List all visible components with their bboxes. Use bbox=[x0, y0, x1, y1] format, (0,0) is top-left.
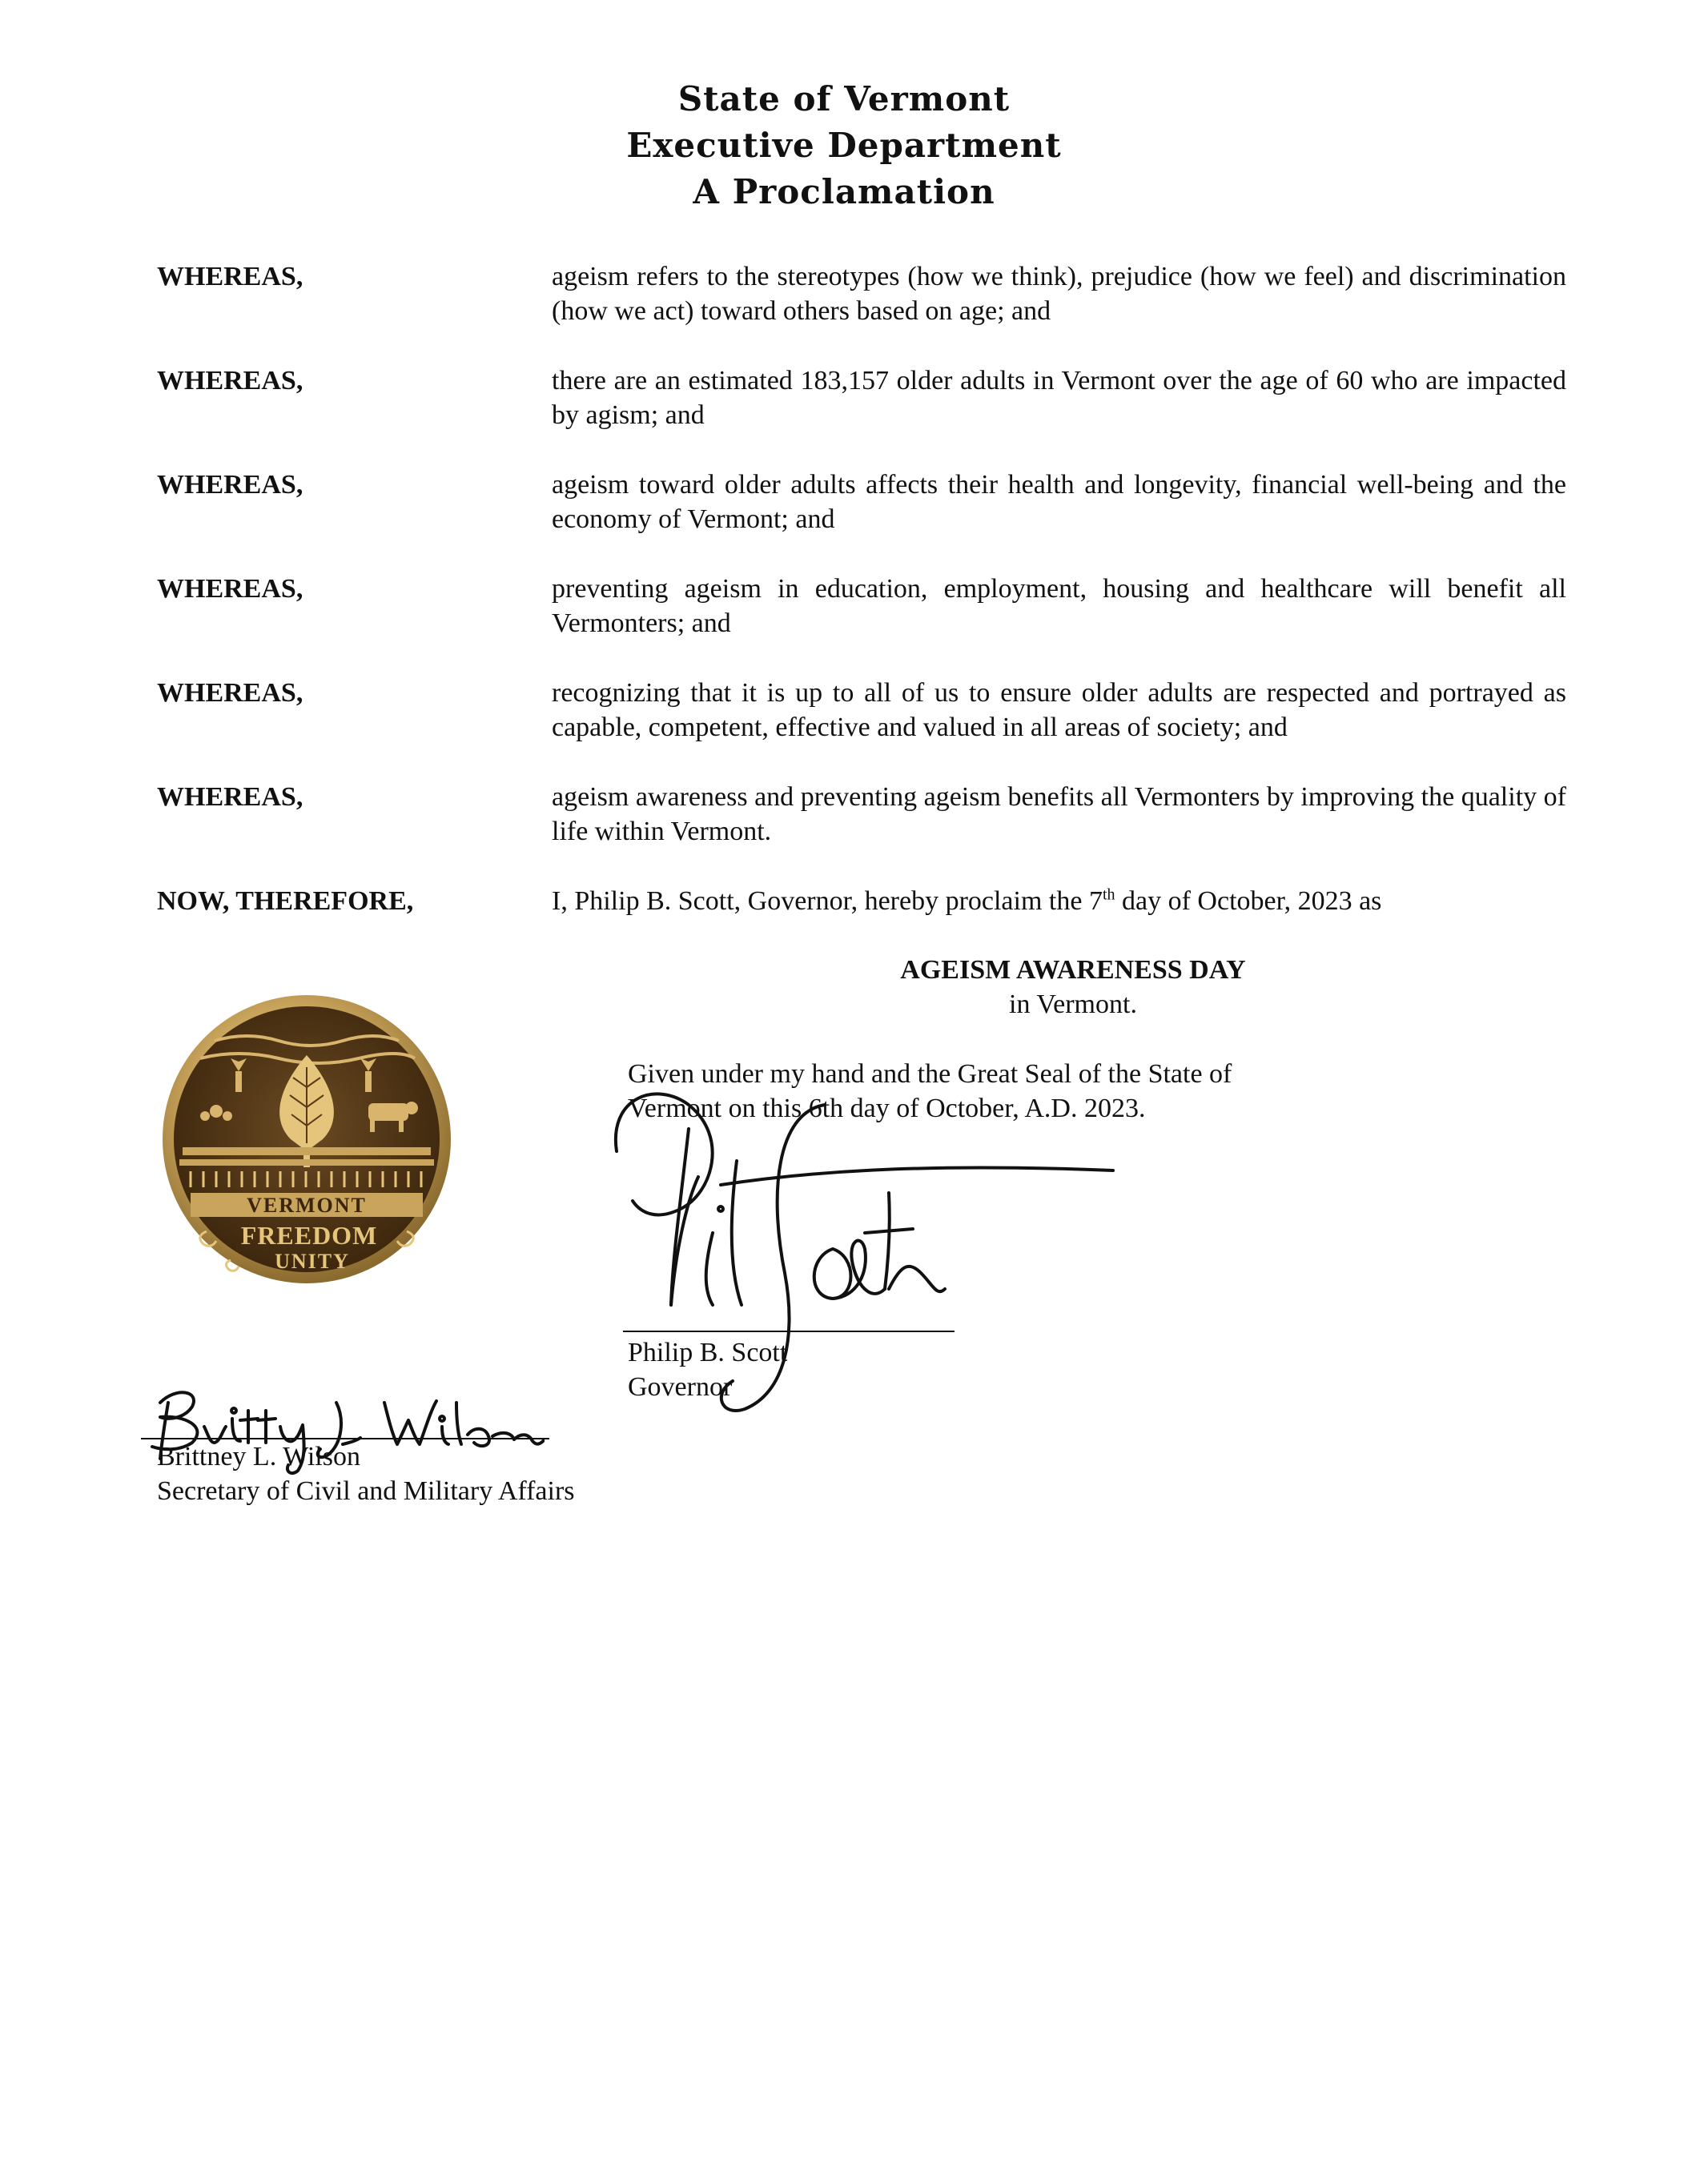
whereas-text: ageism refers to the stereotypes (how we think), prejudice (how we feel) and discrimination (how we act) toward others based on age; and bbox=[552, 262, 1566, 326]
secretary-name: Brittney L. Wilson bbox=[157, 1442, 360, 1471]
whereas-term: WHEREAS, bbox=[157, 574, 303, 604]
therefore-text bbox=[552, 884, 1566, 918]
therefore-term: NOW, THEREFORE, bbox=[157, 886, 414, 916]
secretary-block bbox=[157, 1439, 575, 1508]
given-line-2: Vermont on this 6th day of October, A.D. 2023. bbox=[628, 1094, 1146, 1123]
seal-motto-unity: UNITY bbox=[275, 1250, 350, 1273]
whereas-term: WHEREAS, bbox=[157, 366, 303, 395]
therefore-ordinal: th bbox=[1102, 885, 1115, 904]
whereas-text: there are an estimated 183,157 older adults in Vermont over the age of 60 who are impacted by agism; and bbox=[552, 366, 1566, 430]
governor-signature bbox=[593, 1073, 1121, 1449]
whereas-term: WHEREAS, bbox=[157, 262, 303, 291]
governor-name: Philip B. Scott bbox=[628, 1338, 788, 1367]
secretary-title: Secretary of Civil and Military Affairs bbox=[157, 1476, 575, 1506]
seal-motto-freedom: FREEDOM bbox=[240, 1221, 378, 1250]
whereas-term: WHEREAS, bbox=[157, 782, 303, 812]
whereas-text: preventing ageism in education, employment, housing and healthcare will benefit all Vermonters; and bbox=[552, 574, 1566, 638]
header-proclamation: A Proclamation bbox=[693, 172, 995, 211]
proclaimed-day-title: AGEISM AWARENESS DAY bbox=[900, 955, 1246, 985]
therefore-text-after: day of October, 2023 as bbox=[1115, 886, 1382, 916]
proclaimed-day-subtitle: in Vermont. bbox=[1009, 990, 1137, 1019]
seal-name-text: VERMONT bbox=[247, 1194, 367, 1217]
whereas-term: WHEREAS, bbox=[157, 678, 303, 708]
header-state: State of Vermont bbox=[677, 79, 1011, 118]
therefore-text-before: I, Philip B. Scott, Governor, hereby proclaim the 7 bbox=[552, 886, 1103, 916]
whereas-term: WHEREAS, bbox=[157, 470, 303, 500]
whereas-text: ageism toward older adults affects their health and longevity, financial well-being and the economy of Vermont; and bbox=[552, 470, 1566, 534]
proclaimed-day bbox=[801, 953, 1345, 1022]
great-seal-of-vermont bbox=[159, 991, 455, 1287]
given-line-1: Given under my hand and the Great Seal of the State of bbox=[628, 1059, 1232, 1089]
header-department: Executive Department bbox=[626, 126, 1062, 165]
whereas-text: ageism awareness and preventing ageism benefits all Vermonters by improving the quality of life within Vermont. bbox=[552, 782, 1566, 846]
governor-title: Governor bbox=[628, 1372, 733, 1402]
whereas-text: recognizing that it is up to all of us to ensure older adults are respected and portrayed as capable, competent, effective and valued in all areas of society; and bbox=[552, 678, 1566, 742]
document-header bbox=[0, 76, 1688, 215]
